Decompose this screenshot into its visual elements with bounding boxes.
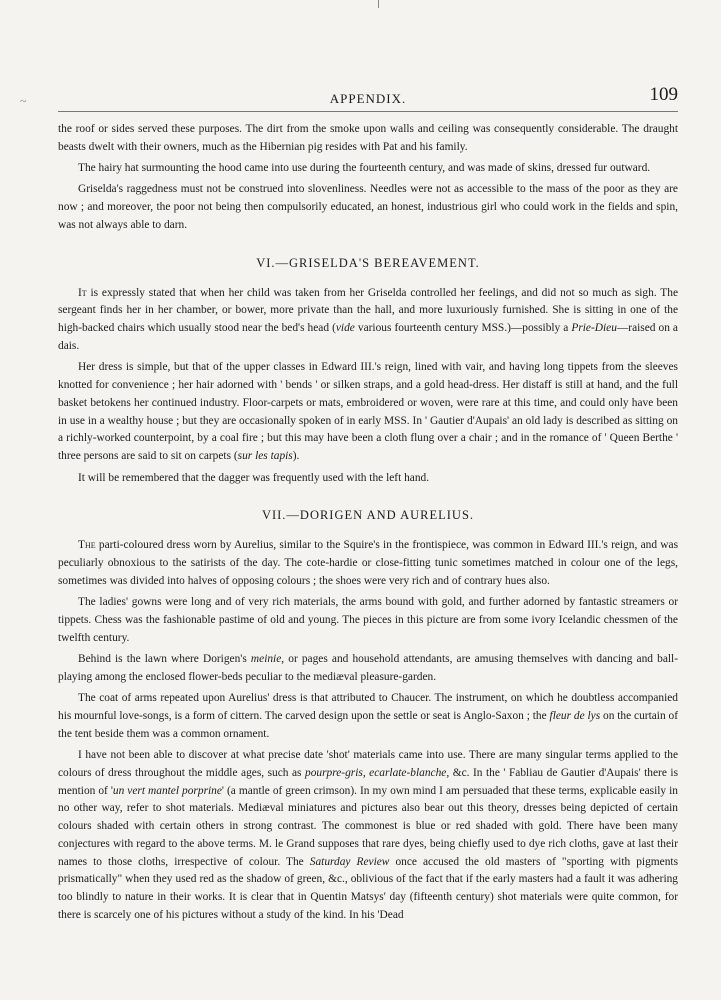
paragraph-roof: the roof or sides served these purposes. The dirt from the smoke upon walls and ceiling was consequently considerable. The draught beasts dwelt with their owners, much as the Hibernian pig resides with Pat and his family. — [58, 123, 678, 153]
section-heading-vi: VI.—GRISELDA'S BEREAVEMENT. — [256, 255, 480, 270]
header-title: APPENDIX. — [329, 91, 407, 106]
paragraph-griselda-dress: Her dress is simple, but that of the upper classes in Edward III.'s reign, lined with vair, and having long tippets from the sleeves knotted for convenience ; her hair adorned with ' bends ' or silken straps, and a gold head-dress. Her distaff is still at hand, and the full basket betokens her continued industry. Floor-carpets or mats, embroidered or woven, were rare at this time, and could only have been in use in a wealthy house ; but they are occasionally spoken of in early MSS. In ' Gautier d'Aupais' an old lady is described as sitting on a richly-worked counterpoint, by a coal fire ; but this may have been a cloth flung over a chair ; and in the romance of ' Queen Berthe ' three persons are said to sit on carpets (sur les tapis). — [58, 361, 678, 463]
section-heading-vii: VII.—DORIGEN AND AURELIUS. — [261, 508, 475, 523]
paragraph-shot-materials: I have not been able to discover at what precise date 'shot' materials came into use. There are many singular terms applied to the colours of dress throughout the middle ages, such as pourpre-gris, ecarlate-blanche, &c. In the ' Fabliau de Gautier d'Aupais' there is mention of 'un vert mantel porprine' (a mantle of green crimson). In my own mind I am persuaded that these terms, explicable easily in no other way, refer to shot materials. Mediæval miniatures and pictures also bear out this theory, dresses being depicted of certain colours shaded with certain others in strong contrast. The commonest is blue or red shaded with gold. There have been many conjectures with regard to the above terms. M. le Grand supposes that rare dyes, being chiefly used to dye rich cloths, gave at last their names to those cloths, irrespective of colour. The Saturday Review once accused the old masters of "sporting with pigments prismatically" when they used red as the shadow of green, &c., oblivious of the fact that if the early masters had a fault it was adhering too blindly to nature in their works. It is clear that in Quentin Matsys' day (fifteenth century) shot materials were quite common, for there is scarcely one of his pictures without a study of the kind. In his 'Dead — [58, 748, 679, 922]
paragraph-lawn: Behind is the lawn where Dorigen's meinie, or pages and household attendants, are amusing themselves with dancing and ball-playing among the enclosed flower-beds peculiar to the mediæval pleasure-garden. — [58, 652, 678, 683]
paragraph-dagger: It will be remembered that the dagger was frequently used with the left hand. — [78, 471, 430, 484]
paragraph-raggedness: Griselda's raggedness must not be construed into slovenliness. Needles were not as accessible to the mass of the poor as they are now ; and moreover, the poor not being then compulsorily educated, an honest, industrious girl who could work in the fields and spin, was not always able to darn. — [58, 183, 678, 231]
paragraph-parti-coloured: The parti-coloured dress worn by Aurelius, similar to the Squire's in the frontispiece, was common in Edward III.'s reign, and was peculiarly obnoxious to the satirists of the day. The cote-hardie or close-fitting tunic sometimes matched in colour one of the legs, sometimes was divided into halves of opposing colours ; the shoes were very rich and of contrary hues also. — [58, 539, 678, 587]
paragraph-hairy-hat: The hairy hat surmounting the hood came into use during the fourteenth century, and was made of skins, dressed fur outward. — [78, 162, 651, 175]
page-number: 109 — [649, 84, 678, 105]
header-rule — [58, 111, 678, 112]
paragraph-ladies-gowns: The ladies' gowns were long and of very rich materials, the arms bound with gold, and further adorned by fantastic streamers or tippets. Chess was the fashionable pastime of old and young. The pieces in this picture are from some ivory Icelandic chessmen of the twelfth century. — [58, 596, 678, 644]
margin-dash-mark: ~ — [20, 94, 27, 108]
lead-word: It — [78, 286, 87, 299]
lead-word: The — [78, 539, 96, 552]
body-text — [58, 121, 678, 928]
scan-tick-mark — [378, 0, 379, 8]
paragraph-griselda-child: It is expressly stated that when her child was taken from her Griselda controlled her feelings, and did not so much as sigh. The sergeant finds her in her chamber, or bower, more private than the hall, and more luxuriously furnished. She is sitting in one of the high-backed chairs which usually stood near the bed's head (vide various fourteenth century MSS.)—possibly a Prie-Dieu—raised on a dais. — [58, 286, 678, 352]
running-header — [58, 84, 678, 108]
paragraph-coat-of-arms: The coat of arms repeated upon Aurelius' dress is that attributed to Chaucer. The instrument, on which he doubtless accompanied his mournful love-songs, is a form of cittern. The carved design upon the settle or seat is Anglo-Saxon ; the fleur de lys on the curtain of the tent beside them was a common ornament. — [58, 692, 679, 740]
